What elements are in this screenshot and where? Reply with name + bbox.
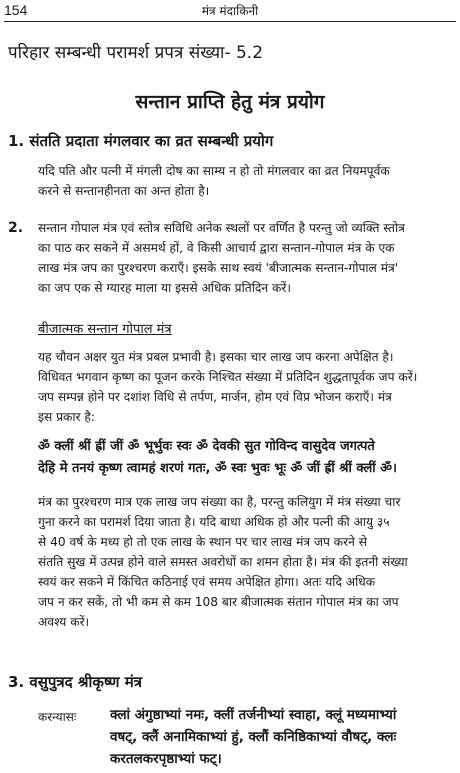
paragraph-line: सन्तान गोपाल मंत्र एवं स्तोत्र सविधि अनेक स्थलों पर वर्णित है परन्तु जो व्यक्ति स्तोत्र (38, 221, 405, 235)
mantra-block (38, 436, 397, 480)
paragraph-1 (38, 161, 390, 201)
paragraph-4 (38, 492, 408, 632)
paragraph-line: स्वयं कर सकने में किंचित कठिनाई एवं समय अपेक्षित होगा। अतः यदि अधिक (38, 575, 376, 589)
paragraph-3 (38, 347, 417, 427)
paragraph-line: इस प्रकार है: (38, 410, 95, 424)
karanyasa-text (110, 704, 396, 770)
paragraph-2 (38, 218, 405, 298)
paragraph-line: जप सम्पन्न होने पर दशांश विधि से तर्पण, मार्जन, होम एवं विप्र भोजन कराएँ। मंत्र (38, 390, 392, 404)
paragraph-line: करने से सन्तानहीनता का अन्त होता है। (38, 184, 210, 198)
paragraph-line: मंत्र का पुरश्चरण मात्र एक लाख जप संख्या का है, परन्तु कलियुग में मंत्र संख्या चार (38, 495, 401, 509)
mantra-line: देहि मे तनयं कृष्ण त्वामहं शरणं गतः, ॐ स्वः भुवः भूः ॐ जीं ह्रीं श्रीं क्लीं ॐ। (38, 461, 397, 476)
paragraph-line: यदि पति और पत्नी में मंगली दोष का साम्य न हो तो मंगलवार का व्रत नियमपूर्वक (38, 164, 390, 178)
main-title: सन्तान प्राप्ति हेतु मंत्र प्रयोग (135, 91, 325, 113)
paragraph-line: विधिवत भगवान कृष्ण का पूजन करके निश्चित संख्या में प्रतिदिन शुद्धतापूर्वक जप करें। (38, 370, 418, 384)
item-number: 2. (8, 220, 24, 236)
heading-1: 1. संतति प्रदाता मंगलवार का व्रत सम्बन्धी प्रयोग (8, 132, 274, 150)
paragraph-line: का जप एक से ग्यारह माला या इससे अधिक प्रतिदिन करें। (38, 281, 291, 295)
paragraph-line: अवश्य करें। (38, 615, 90, 629)
running-header (4, 2, 456, 20)
karanyasa-label: करन्यासः (38, 710, 77, 724)
paragraph-line: से 40 वर्ष के मध्य हो तो एक लाख के स्थान पर चार लाख मंत्र जप करने से (38, 535, 368, 549)
paragraph-line: जप न कर सकें, तो भी कम से कम 108 बार बीजात्मक संतान गोपाल मंत्र का जप (38, 595, 399, 609)
karanyasa-line: क्लां अंगुष्ठाभ्यां नमः, क्लीं तर्जनीभ्यां स्वाहा, क्लूं मध्यमाभ्यां (110, 707, 397, 723)
paragraph-line: संतति सुख में उत्पन्न होने वाले समस्त अवरोधों का शमन होता है। मंत्र की इतनी संख्या (38, 555, 408, 569)
paragraph-line: का पाठ कर सकने में असमर्थ हों, वे किसी आचार्य द्वारा सन्तान-गोपाल मंत्र के एक (38, 241, 395, 255)
karanyasa-line: वषट्, क्लैं अनामिकाभ्यां हुं, क्लौं कनिष्ठिकाभ्यां वौषट्, क्लः (110, 729, 397, 745)
paragraph-line: गुना करने का परामर्श दिया जाता है। यदि बाधा अधिक हो और पत्नी की आयु ३५ (38, 515, 390, 529)
paragraph-line: लाख मंत्र जप का पुरश्चरण कराएँ। इसके साथ स्वयं 'बीजात्मक सन्तान-गोपाल मंत्र' (38, 261, 399, 275)
heading-3: 3. वसुपुत्रद श्रीकृष्ण मंत्र (8, 673, 142, 691)
running-title: मंत्र मंदाकिनी (201, 4, 259, 18)
mantra-line: ॐ क्लीं श्रीं ह्रीं जीं ॐ भूर्भुवः स्वः ॐ देवकी सुत गोविन्द वासुदेव जगत्पते (38, 439, 375, 454)
karanyasa-line: करतलकरपृष्ठाभ्यां फट्। (110, 751, 222, 767)
header-rule (4, 21, 456, 22)
paragraph-line: यह चौवन अक्षर युत मंत्र प्रबल प्रभावी है। इसका चार लाख जप करना अपेक्षित है। (38, 350, 394, 364)
subheading: बीजात्मक सन्तान गोपाल मंत्र (38, 322, 172, 337)
page-number: 154 (4, 2, 28, 18)
section-title: परिहार सम्बन्धी परामर्श प्रपत्र संख्या- 5.2 (8, 43, 264, 63)
